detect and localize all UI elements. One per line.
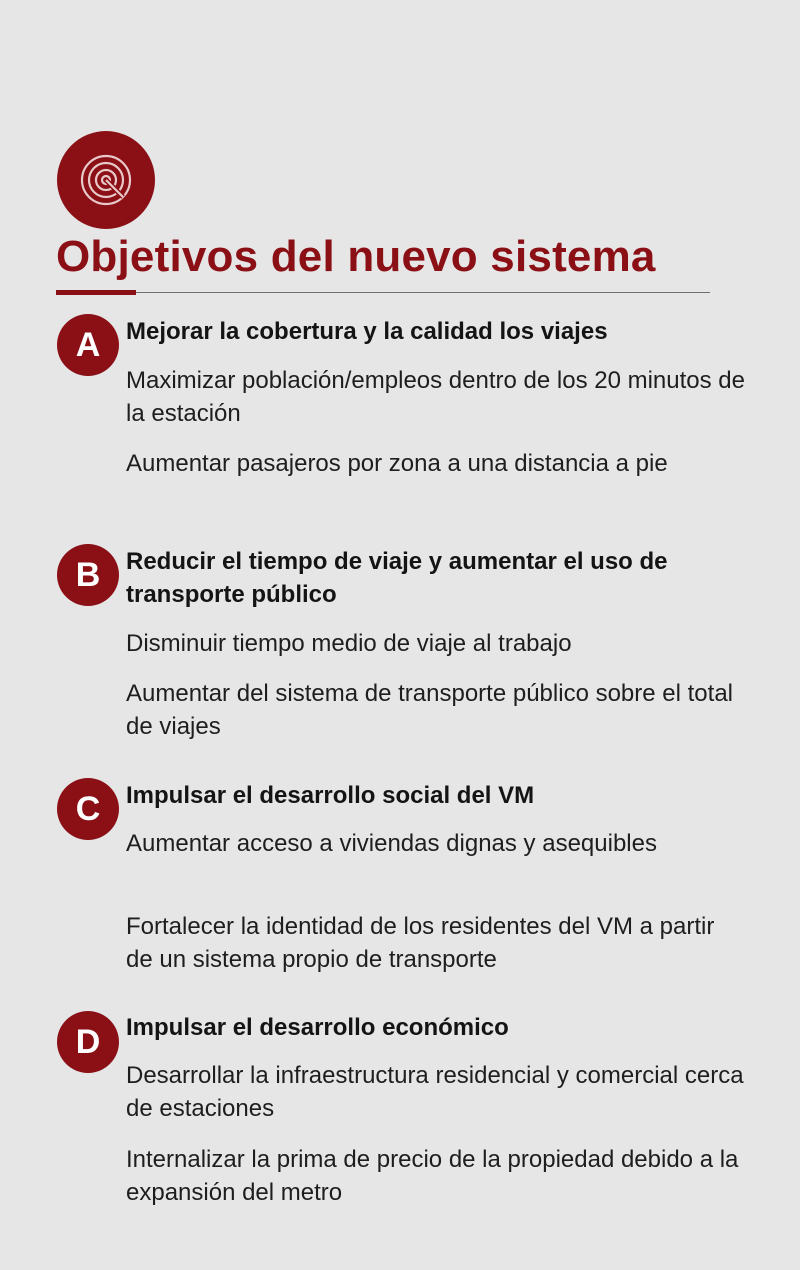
section-heading: Impulsar el desarrollo social del VM bbox=[126, 782, 535, 809]
concentric-target-icon bbox=[57, 131, 155, 229]
section-heading: Mejorar la cobertura y la calidad los viajes bbox=[126, 318, 608, 345]
title-divider bbox=[56, 292, 710, 293]
section-item: Aumentar del sistema de transporte público sobre el total de viajes bbox=[126, 680, 733, 740]
section-item: Desarrollar la infraestructura residencial y comercial cerca de estaciones bbox=[126, 1062, 744, 1122]
section-heading: Reducir el tiempo de viaje y aumentar el uso de transporte público bbox=[126, 548, 668, 608]
section-item: Aumentar pasajeros por zona a una distancia a pie bbox=[126, 450, 668, 477]
section-item: Aumentar acceso a viviendas dignas y asequibles bbox=[126, 830, 657, 857]
section-heading: Impulsar el desarrollo económico bbox=[126, 1014, 509, 1041]
section-letter-badge: C bbox=[57, 778, 119, 840]
title-accent-bar bbox=[56, 290, 136, 295]
section-item: Internalizar la prima de precio de la propiedad debido a la expansión del metro bbox=[126, 1146, 739, 1206]
section-item: Maximizar población/empleos dentro de los 20 minutos de la estación bbox=[126, 367, 745, 427]
section-letter-badge: B bbox=[57, 544, 119, 606]
target-logo-icon bbox=[57, 131, 155, 229]
page-title: Objetivos del nuevo sistema bbox=[56, 232, 656, 281]
section-letter-badge: D bbox=[57, 1011, 119, 1073]
section-item: Disminuir tiempo medio de viaje al trabajo bbox=[126, 630, 572, 657]
section-item: Fortalecer la identidad de los residentes del VM a partir de un sistema propio de transporte bbox=[126, 913, 715, 973]
section-letter-badge: A bbox=[57, 314, 119, 376]
